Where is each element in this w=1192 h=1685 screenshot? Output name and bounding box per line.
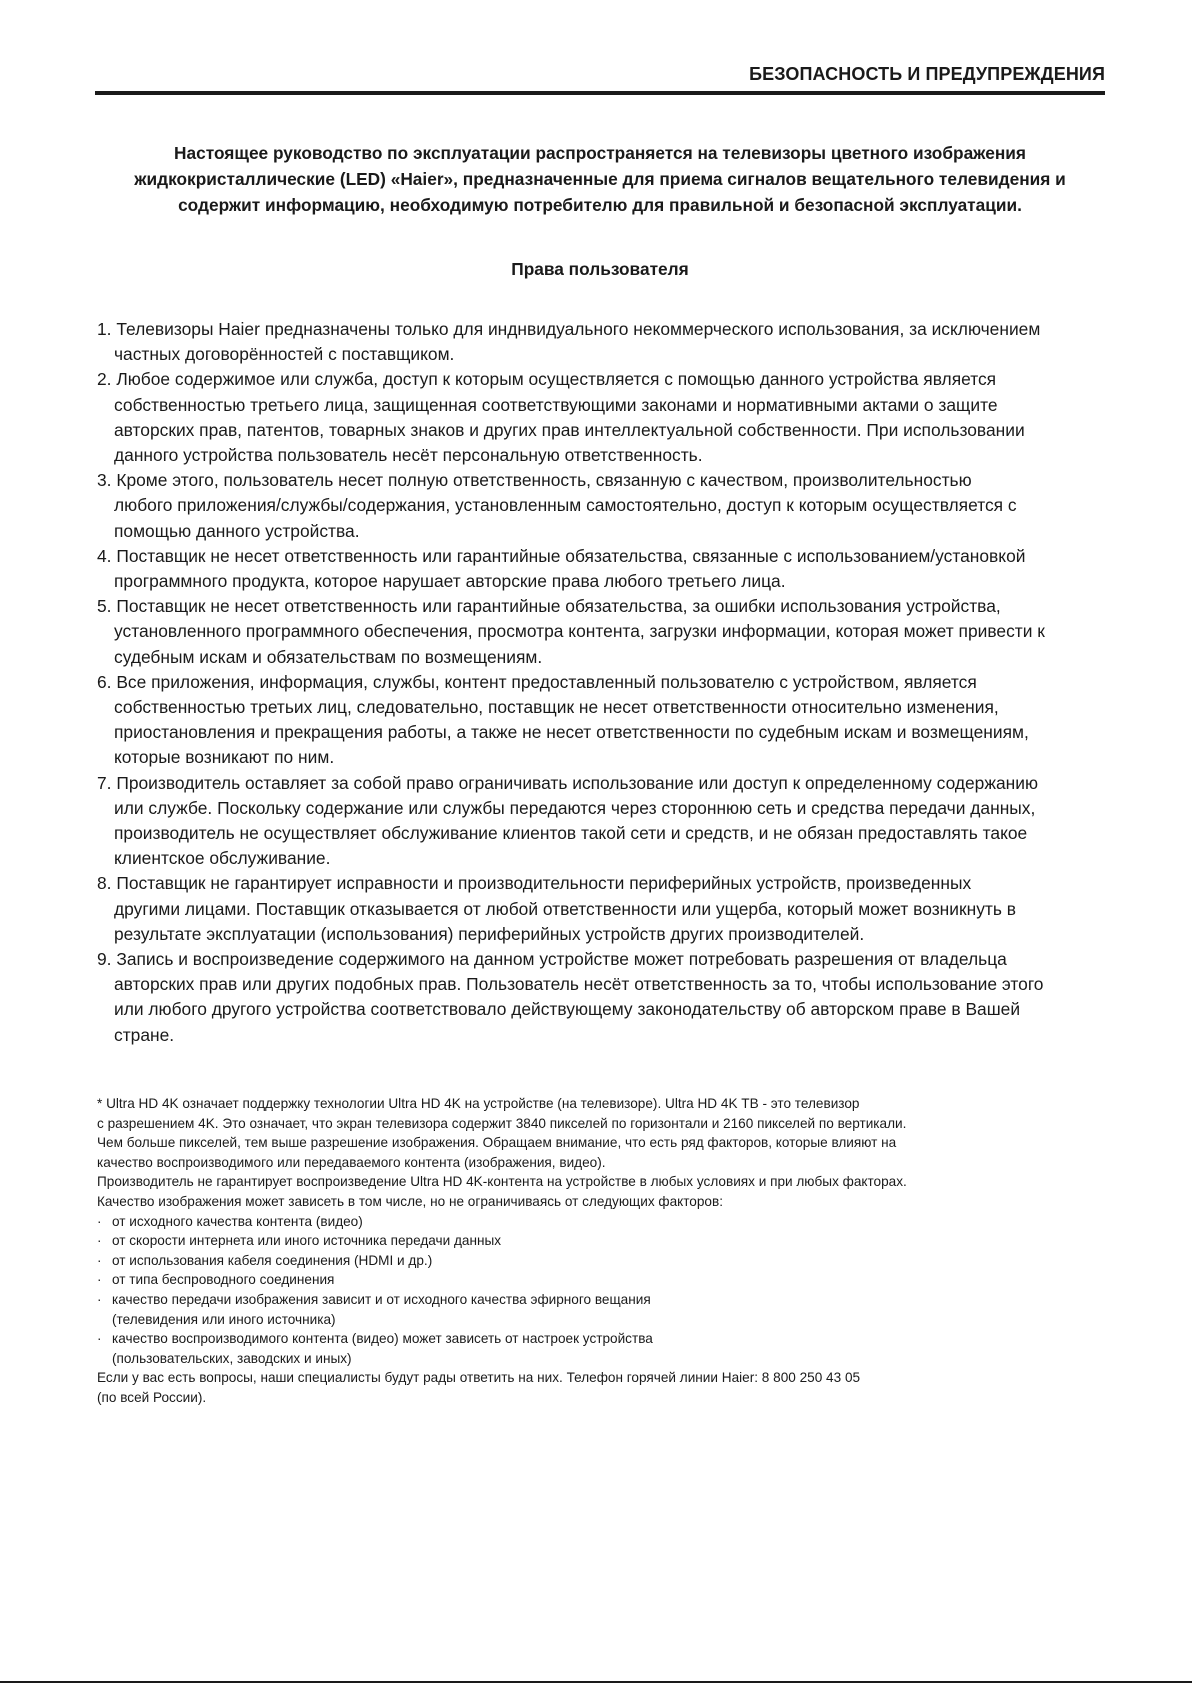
footnote-bullet-text: качество передачи изображения зависит и от исходного качества эфирного вещания — [112, 1291, 651, 1307]
footnote-bullet — [97, 1212, 1107, 1232]
rights-item — [97, 670, 1112, 771]
section-title: БЕЗОПАСНОСТЬ И ПРЕДУПРЕЖДЕНИЯ — [749, 64, 1105, 84]
rights-item — [97, 468, 1112, 544]
intro-line: жидкокристаллические (LED) «Haier», предназначенные для приема сигналов вещательного телевидения и — [134, 169, 1066, 189]
rights-item-line: помощью данного устройства. — [114, 520, 360, 541]
footnote-closing-line: Если у вас есть вопросы, наши специалисты будут рады ответить на них. Телефон горячей линии Haier: 8 800 250 43 05 — [97, 1370, 861, 1386]
rights-item-line: 7. Производитель оставляет за собой право ограничивать использование или доступ к определенному содержанию — [97, 772, 1039, 793]
footnote-line: с разрешением 4K. Это означает, что экран телевизора содержит 3840 пикселей по горизонтали и 2160 пикселей по вертикали. — [97, 1115, 907, 1131]
rights-item-line: приостановления и прекращения работы, а также не несет ответственности по судебным искам и возмещениям, — [114, 722, 1029, 743]
footnote-line: Производитель не гарантирует воспроизведение Ultra HD 4K-контента на устройстве в любых условиях и при любых факторах. — [97, 1174, 907, 1190]
footnote-bullet: (пользовательских, заводских и иных) — [112, 1350, 352, 1366]
rights-item-line: установленного программного обеспечения, просмотра контента, загрузки информации, которая может привести к — [114, 621, 1045, 642]
rights-item-line: производитель не осуществляет обслуживание клиентов такой сети и средств, и не обязан предоставлять такое — [114, 823, 1028, 844]
rights-item-line: 1. Телевизоры Haier предназначены только для инднвидуального некоммерческого использования, за исключением — [97, 319, 1041, 339]
bullet-dot-icon: · — [97, 1213, 102, 1229]
rights-item-line: клиентское обслуживание. — [114, 848, 331, 869]
rights-item — [97, 317, 1112, 367]
rights-item — [97, 544, 1112, 594]
rights-item-line: другими лицами. Поставщик отказывается от любой ответственности или ущерба, который может возникнуть в — [114, 898, 1016, 919]
rights-item-line: 3. Кроме этого, пользователь несет полную ответственность, связанную с качеством, произволительностью — [97, 470, 972, 491]
footnote-line: качество воспроизводимого или передаваемого контента (изображения, видео). — [97, 1154, 606, 1170]
rights-item-line: 8. Поставщик не гарантирует исправности и производительности периферийных устройств, произведенных — [97, 873, 972, 894]
header-divider — [95, 91, 1105, 95]
rights-item-line: частных договорённостей с поставщиком. — [114, 344, 455, 365]
rights-item-line: авторских прав, патентов, товарных знаков и других прав интеллектуальной собственности. При использовании — [114, 419, 1025, 440]
bullet-dot-icon: · — [97, 1233, 102, 1249]
rights-item-line: или любого другого устройства соответствовало действующему законодательству об авторском праве в Вашей — [114, 999, 1021, 1020]
rights-item-line: программного продукта, которое нарушает авторские права любого третьего лица. — [114, 571, 786, 592]
rights-item-line: 2. Любое содержимое или служба, доступ к которым осуществляется с помощью данного устройства является — [97, 369, 997, 390]
rights-item — [97, 947, 1112, 1048]
rights-item — [97, 594, 1112, 670]
footnote-bullet — [97, 1290, 1107, 1310]
rights-item-line: 5. Поставщик не несет ответственность или гарантийные обязательства, за ошибки использования устройства, — [97, 596, 1001, 617]
footnote-bullet-text: от исходного качества контента (видео) — [112, 1213, 363, 1229]
rights-item-line: 9. Запись и воспроизведение содержимого на данном устройстве может потребовать разрешения от владельца — [97, 949, 1007, 970]
rights-item-line: которые возникают по ним. — [114, 747, 335, 768]
footnote-line: Качество изображения может зависеть в том числе, но не ограничиваясь от следующих факторов: — [97, 1193, 723, 1209]
page-header — [95, 64, 1105, 86]
bullet-dot-icon: · — [97, 1331, 102, 1347]
footnote-bullet-text: от типа беспроводного соединения — [112, 1272, 335, 1288]
rights-item-line: 6. Все приложения, информация, службы, контент предоставленный пользователю с устройством, является — [97, 671, 977, 692]
footnote-line: Чем больше пикселей, тем выше разрешение изображения. Обращаем внимание, что есть ряд факторов, которые влияют на — [97, 1135, 897, 1151]
footnote-bullet-text: от скорости интернета или иного источника передачи данных — [112, 1233, 502, 1249]
footnote-bullet: (телевидения или иного источника) — [112, 1311, 336, 1327]
bullet-dot-icon: · — [97, 1291, 102, 1307]
footnote-block — [97, 1094, 1107, 1408]
rights-item-line: 4. Поставщик не несет ответственность или гарантийные обязательства, связанные с использованием/установкой — [97, 545, 1026, 566]
rights-item-line: собственностью третьих лиц, следовательно, поставщик не несет ответственности относительно изменения, — [114, 697, 999, 718]
footnote-bullet — [97, 1231, 1107, 1251]
rights-item-line: результате эксплуатации (использования) периферийных устройств других производителей. — [114, 923, 865, 944]
rights-item — [97, 367, 1112, 468]
intro-line: Настоящее руководство по эксплуатации распространяется на телевизоры цветного изображения — [174, 143, 1026, 163]
footnote-bullet — [97, 1329, 1107, 1349]
rights-item-line: любого приложения/службы/содержания, установленным самостоятельно, доступ к которым осуществляется с — [114, 495, 1017, 516]
rights-item-line: или службе. Поскольку содержание или службы передаются через стороннюю сеть и средства передачи данных, — [114, 797, 1036, 818]
rights-list — [97, 317, 1112, 1048]
bullet-dot-icon: · — [97, 1272, 102, 1288]
rights-item-line: данного устройства пользователь несёт персональную ответственность. — [114, 445, 703, 466]
footnote-bullet-text: от использования кабеля соединения (HDMI и др.) — [112, 1252, 433, 1268]
footnote-line: * Ultra HD 4K означает поддержку технологии Ultra HD 4K на устройстве (на телевизоре). Ultra HD 4K ТВ - это телевизор — [97, 1096, 860, 1111]
bottom-divider — [0, 1681, 1192, 1683]
footnote-bullet-text: качество воспроизводимого контента (видео) может зависеть от настроек устройства — [112, 1331, 653, 1347]
rights-item-line: судебным искам и обязательствам по возмещениям. — [114, 646, 543, 667]
rights-item — [97, 771, 1112, 872]
footnote-closing-line: (по всей России). — [97, 1389, 207, 1405]
rights-item-line: авторских прав или других подобных прав. Пользователь несёт ответственность за то, чтобы использование этого — [114, 974, 1044, 995]
intro-paragraph — [95, 140, 1105, 218]
bullet-dot-icon: · — [97, 1252, 102, 1268]
footnote-bullet — [97, 1270, 1107, 1290]
rights-item-line: собственностью третьего лица, защищенная соответствующими законами и нормативными актами о защите — [114, 394, 998, 415]
intro-line: содержит информацию, необходимую потребителю для правильной и безопасной эксплуатации. — [178, 195, 1022, 215]
rights-item — [97, 871, 1112, 947]
rights-heading: Права пользователя — [511, 259, 689, 279]
footnote-bullet — [97, 1251, 1107, 1271]
rights-item-line: стране. — [114, 1024, 175, 1045]
